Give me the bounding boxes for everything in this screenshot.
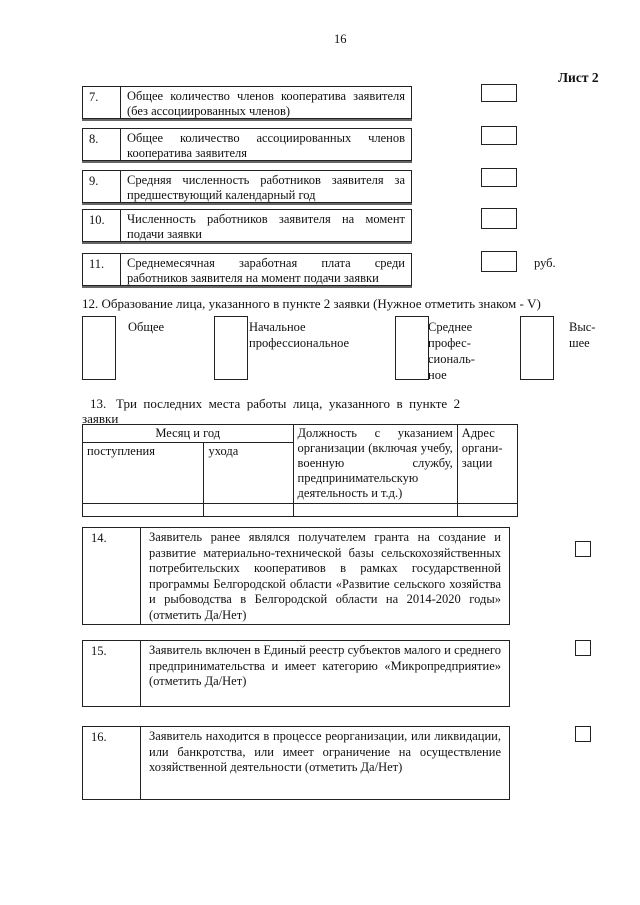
question-number: 16.	[83, 727, 141, 799]
table-row[interactable]	[83, 504, 518, 517]
education-label-higher: Выс- шее	[569, 320, 596, 350]
education-label-general: Общее	[128, 320, 165, 334]
field-row-11	[82, 253, 412, 286]
table-cell[interactable]	[204, 504, 293, 517]
field-label: Численность работников заявителя на момент подачи заявки	[127, 212, 405, 241]
sheet-label: Лист 2	[558, 70, 599, 85]
question-number: 14.	[83, 528, 141, 624]
question-row-14	[82, 527, 510, 625]
question-text: Заявитель ранее являлся получателем гранта на создание и развитие материально-технической базы сельскохозяйственных потребительских кооперативов в рамках государственной программы Белгородской области «Развитие сельского хозяйства и рыбоводства в Белгородской области на 2014-2020 годы» (отметить Да/Нет)	[149, 530, 501, 622]
page-number: 16	[334, 32, 347, 46]
field-input-9[interactable]	[481, 168, 517, 187]
field-row-8	[82, 128, 412, 161]
question-checkbox-16[interactable]	[575, 726, 591, 742]
question-number: 15.	[83, 641, 141, 706]
work-heading: 13. Три последних места работы лица, указанного в пункте 2	[90, 396, 461, 411]
field-label: Среднемесячная заработная плата среди работников заявителя на момент подачи заявки	[127, 256, 405, 285]
table-cell[interactable]	[293, 504, 457, 517]
field-row-10	[82, 209, 412, 242]
field-input-10[interactable]	[481, 208, 517, 229]
question-checkbox-14[interactable]	[575, 541, 591, 557]
currency-label: руб.	[534, 256, 556, 270]
field-row-9	[82, 170, 412, 203]
question-row-15	[82, 640, 510, 707]
field-number: 8.	[83, 129, 121, 160]
education-label-primary: Начальное профессиональное	[249, 320, 350, 350]
col-entry: поступления	[83, 443, 204, 504]
work-history-table	[82, 424, 518, 517]
education-checkbox-higher[interactable]	[520, 316, 554, 380]
education-label-secondary: Среднее профес- сиональ- ное	[428, 320, 475, 382]
field-number: 9.	[83, 171, 121, 202]
question-text: Заявитель находится в процессе реорганизации, или ликвидации, или банкротства, или имеет ограничение на осуществление хозяйственной деятельности (отметить Да/Нет)	[149, 729, 501, 774]
field-input-7[interactable]	[481, 84, 517, 102]
question-checkbox-15[interactable]	[575, 640, 591, 656]
field-input-8[interactable]	[481, 126, 517, 145]
field-number: 10.	[83, 210, 121, 241]
field-input-11[interactable]	[481, 251, 517, 272]
table-cell[interactable]	[83, 504, 204, 517]
education-checkbox-secondary[interactable]	[395, 316, 429, 380]
table-cell[interactable]	[457, 504, 517, 517]
col-address: Адрес органи- зации	[457, 425, 517, 504]
field-number: 11.	[83, 254, 121, 285]
field-label: Общее количество ассоциированных членов кооператива заявителя	[127, 131, 405, 160]
field-number: 7.	[83, 87, 121, 118]
field-row-7	[82, 86, 412, 119]
work-heading-cont: заявки	[82, 411, 119, 426]
question-row-16	[82, 726, 510, 800]
education-heading: 12. Образование лица, указанного в пункте 2 заявки (Нужное отметить знаком - V)	[82, 296, 541, 311]
question-text: Заявитель включен в Единый реестр субъектов малого и среднего предпринимательства и имеет категорию «Микропредприятие» (отметить Да/Нет)	[149, 643, 501, 688]
col-position: Должность с указанием организации (включая учебу, военную службу, предпринимательскую деятельность и т.д.)	[293, 425, 457, 504]
field-label: Общее количество членов кооператива заявителя (без ассоциированных членов)	[127, 89, 405, 118]
col-month-year: Месяц и год	[83, 425, 294, 443]
education-checkbox-general[interactable]	[82, 316, 116, 380]
field-label: Средняя численность работников заявителя за предшествующий календарный год	[127, 173, 405, 202]
col-exit: ухода	[204, 443, 293, 504]
education-checkbox-primary[interactable]	[214, 316, 248, 380]
